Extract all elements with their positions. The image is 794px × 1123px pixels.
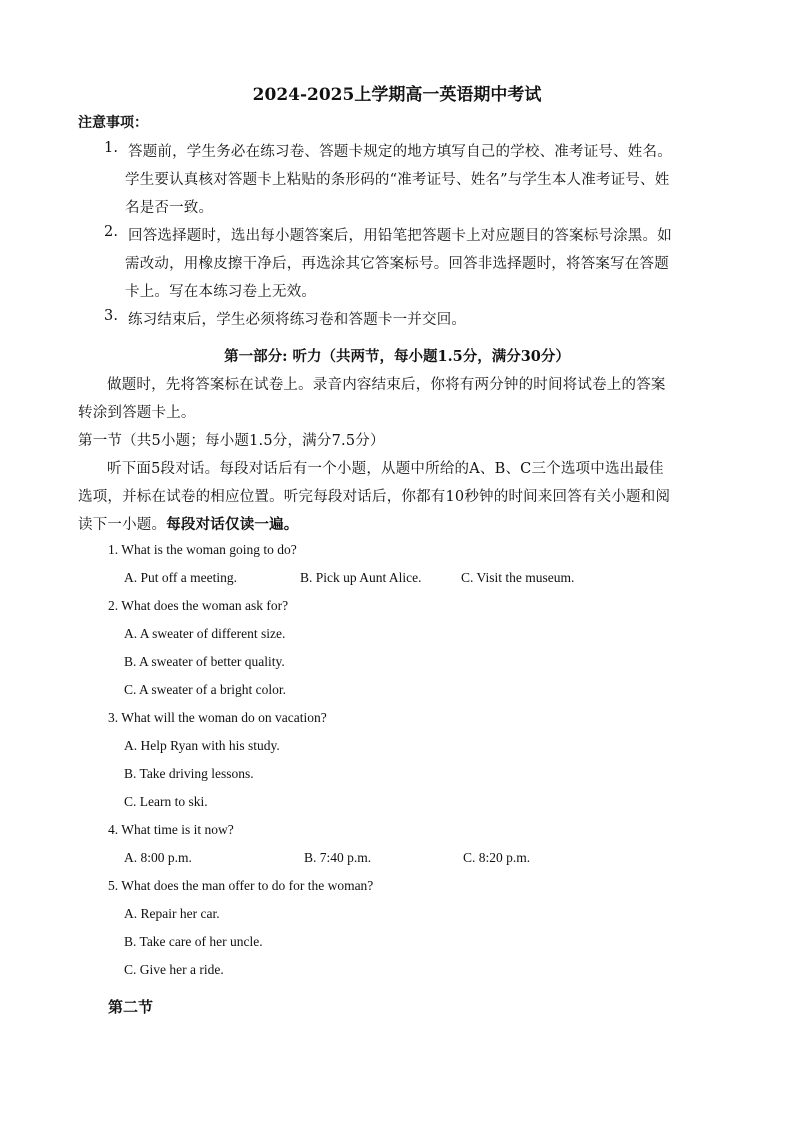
- section1-instruction-line-3: [78, 513, 299, 534]
- question-2: 2. What does the woman ask for?: [108, 598, 289, 613]
- section1-instruction-line-2: 选项，并标在试卷的相应位置。听完每段对话后，你都有10秒钟的时间来回答有关小题和阅: [78, 489, 671, 505]
- question-3-option-a: A. Help Ryan with his study.: [124, 738, 280, 753]
- question-5-option-a: A. Repair her car.: [124, 906, 220, 921]
- question-4-option-c: C. 8:20 p.m.: [463, 850, 531, 865]
- question-3-option-b: B. Take driving lessons.: [124, 766, 254, 781]
- notice-item-3-line-1: 练习结束后，学生必须将练习卷和答题卡一并交回。: [128, 312, 467, 328]
- page-title: 2024-2025上学期高一英语期中考试: [252, 85, 542, 105]
- question-5-option-c: C. Give her a ride.: [124, 962, 224, 977]
- question-5-option-b: B. Take care of her uncle.: [124, 934, 263, 949]
- notice-item-2-line-3: 卡上。写在本练习卷上无效。: [125, 284, 317, 300]
- question-1-option-c: C. Visit the museum.: [461, 570, 575, 585]
- notice-item-3-number: 3.: [104, 308, 119, 324]
- part1-intro-line-1: 做题时，先将答案标在试卷上。录音内容结束后，你将有两分钟的时间将试卷上的答案: [107, 377, 666, 393]
- question-1-option-b: B. Pick up Aunt Alice.: [300, 570, 422, 585]
- notice-item-1-number: 1.: [104, 140, 119, 156]
- question-3-option-c: C. Learn to ski.: [124, 794, 208, 809]
- question-2-option-b: B. A sweater of better quality.: [124, 654, 285, 669]
- question-4-option-b: B. 7:40 p.m.: [304, 850, 372, 865]
- notice-item-1-line-3: 名是否一致。: [125, 200, 214, 216]
- question-3: 3. What will the woman do on vacation?: [108, 710, 327, 725]
- notice-heading: 注意事项：: [78, 115, 148, 131]
- notice-item-1-line-2: 学生要认真核对答题卡上粘贴的条形码的“准考证号、姓名”与学生本人准考证号、姓: [125, 172, 670, 188]
- question-5: 5. What does the man offer to do for the woman?: [108, 878, 374, 893]
- section1-instruction-text: 读下一小题。: [78, 517, 167, 533]
- notice-item-2-line-1: 回答选择题时，选出每小题答案后，用铅笔把答题卡上对应题目的答案标号涂黑。如: [128, 228, 672, 244]
- section1-instruction-bold: 每段对话仅读一遍。: [166, 516, 299, 533]
- question-4: 4. What time is it now?: [108, 822, 234, 837]
- notice-item-2-number: 2.: [104, 224, 119, 240]
- question-2-option-a: A. A sweater of different size.: [124, 626, 286, 641]
- section1-heading: 第一节（共5小题；每小题1.5分，满分7.5分）: [78, 433, 385, 449]
- part1-heading: 第一部分: 听力（共两节，每小题1.5分，满分30分）: [224, 348, 570, 365]
- notice-item-1-line-1: 答题前，学生务必在练习卷、答题卡规定的地方填写自己的学校、准考证号、姓名。: [128, 144, 672, 160]
- question-1-option-a: A. Put off a meeting.: [124, 570, 237, 585]
- question-1: 1. What is the woman going to do?: [108, 542, 297, 557]
- part1-intro-line-2: 转涂到答题卡上。: [78, 405, 196, 421]
- section1-instruction-line-1: 听下面5段对话。每段对话后有一个小题，从题中所给的A、B、C三个选项中选出最佳: [107, 461, 664, 477]
- question-2-option-c: C. A sweater of a bright color.: [124, 682, 286, 697]
- section2-heading: 第二节: [108, 998, 154, 1016]
- question-4-option-a: A. 8:00 p.m.: [124, 850, 192, 865]
- notice-item-2-line-2: 需改动，用橡皮擦干净后，再选涂其它答案标号。回答非选择题时，将答案写在答题: [125, 256, 669, 272]
